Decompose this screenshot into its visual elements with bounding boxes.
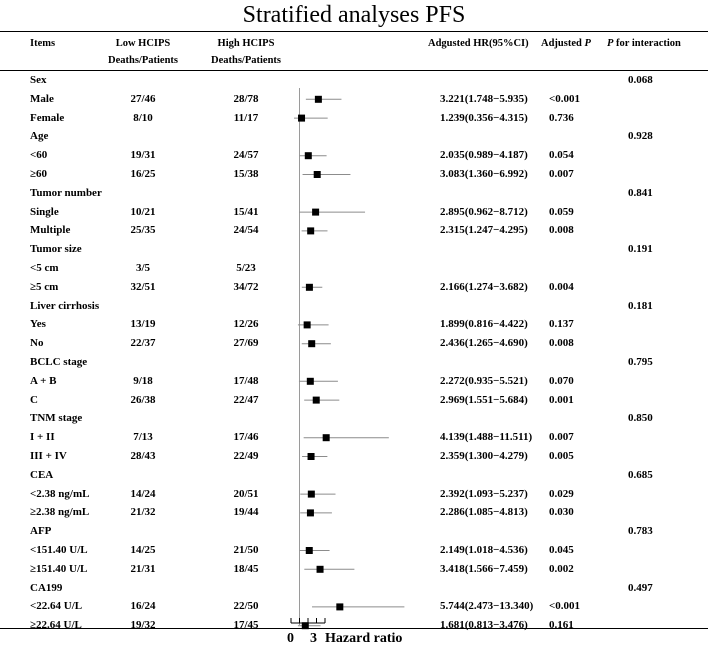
subgroup-label: III + IV: [30, 450, 67, 462]
adjusted-p-value: 0.736: [549, 111, 574, 124]
subgroup-label: <151.40 U/L: [30, 544, 88, 556]
p-interaction-value: 0.181: [628, 299, 653, 312]
group-label: TNM stage: [30, 412, 83, 425]
p-interaction-value: 0.928: [628, 130, 653, 143]
high-hcips-value: 17/46: [233, 431, 259, 444]
subgroup-label: A + B: [30, 374, 57, 387]
p-interaction-value: 0.850: [628, 412, 653, 425]
group-label: Tumor size: [30, 243, 82, 256]
high-hcips-value: 15/41: [233, 205, 259, 218]
adjusted-hr-value: 2.286(1.085−4.813): [440, 506, 528, 519]
hr-marker: [323, 434, 330, 441]
group-label: Sex: [30, 74, 47, 86]
high-hcips-value: 28/78: [233, 92, 259, 105]
header-p-interaction-italic: P: [607, 38, 614, 49]
adjusted-p-value: 0.007: [549, 168, 574, 180]
high-hcips-value: 12/26: [233, 318, 259, 331]
subgroup-label: ≥2.38 ng/mL: [30, 506, 90, 519]
hr-marker: [308, 453, 315, 460]
subgroup-label: <2.38 ng/mL: [30, 487, 90, 500]
hr-marker: [315, 96, 322, 103]
adjusted-hr-value: 1.899(0.816−4.422): [440, 318, 528, 331]
adjusted-hr-value: 1.681(0.813−3.476): [440, 619, 528, 632]
low-hcips-value: 16/25: [130, 168, 156, 180]
subgroup-label: C: [30, 393, 38, 406]
high-hcips-value: 11/17: [233, 111, 259, 124]
adjusted-hr-value: 1.239(0.356−4.315): [440, 111, 528, 124]
low-hcips-value: 16/24: [130, 600, 156, 613]
adjusted-p-value: 0.030: [549, 506, 574, 519]
hr-marker: [305, 152, 312, 159]
adjusted-hr-value: 2.895(0.962−8.712): [440, 205, 528, 218]
adjusted-p-value: 0.059: [549, 205, 574, 218]
adjusted-p-value: 0.045: [549, 544, 574, 556]
hr-marker: [306, 547, 313, 554]
header-low-deaths-patients: Deaths/Patients: [108, 55, 178, 66]
x-tick-label-3: 3: [310, 631, 317, 646]
x-tick-label-0: 0: [287, 631, 294, 646]
header-adjusted-p-prefix: Adjusted: [541, 38, 582, 49]
high-hcips-value: 24/57: [233, 149, 259, 162]
adjusted-p-value: 0.005: [549, 450, 574, 462]
adjusted-p-value: 0.008: [549, 224, 574, 237]
high-hcips-value: 34/72: [233, 280, 259, 293]
hr-marker: [317, 566, 324, 573]
subgroup-label: <60: [30, 149, 48, 162]
low-hcips-value: 21/32: [130, 506, 156, 519]
adjusted-hr-value: 2.166(1.274−3.682): [440, 280, 528, 293]
adjusted-p-value: 0.001: [549, 393, 574, 406]
header-high-deaths-patients: Deaths/Patients: [211, 55, 281, 66]
subgroup-label: <5 cm: [30, 262, 59, 274]
low-hcips-value: 10/21: [130, 205, 156, 218]
header-items: Items: [30, 38, 56, 49]
low-hcips-value: 13/19: [130, 318, 156, 331]
low-hcips-value: 7/13: [133, 431, 153, 444]
low-hcips-value: 22/37: [130, 337, 156, 350]
hr-marker: [312, 209, 319, 216]
header-p-interaction-suffix: for interaction: [616, 38, 681, 49]
adjusted-p-value: 0.004: [549, 280, 574, 293]
adjusted-p-value: 0.161: [549, 619, 574, 632]
adjusted-p-value: 0.029: [549, 487, 574, 500]
low-hcips-value: 26/38: [130, 393, 156, 406]
p-interaction-value: 0.783: [628, 525, 653, 538]
header-adjusted-p-italic: P: [584, 38, 591, 49]
high-hcips-value: 15/38: [233, 168, 259, 180]
hr-marker: [307, 509, 314, 516]
adjusted-hr-value: 2.315(1.247−4.295): [440, 224, 528, 237]
high-hcips-value: 24/54: [233, 224, 259, 237]
subgroup-label: Multiple: [30, 224, 71, 237]
low-hcips-value: 25/35: [130, 224, 156, 237]
hr-marker: [336, 603, 343, 610]
adjusted-hr-value: 2.969(1.551−5.684): [440, 393, 528, 406]
adjusted-hr-value: 4.139(1.488−11.511): [440, 431, 533, 444]
chart-title: Stratified analyses PFS: [242, 2, 466, 28]
p-interaction-value: 0.497: [628, 581, 653, 594]
subgroup-label: I + II: [30, 431, 55, 444]
p-interaction-value: 0.841: [628, 186, 653, 199]
adjusted-hr-value: 2.359(1.300−4.279): [440, 450, 528, 462]
adjusted-p-value: 0.137: [549, 318, 574, 331]
hr-marker: [304, 321, 311, 328]
low-hcips-value: 14/25: [130, 544, 156, 556]
high-hcips-value: 20/51: [233, 487, 259, 500]
hr-marker: [313, 397, 320, 404]
table-bottom-rule: [0, 628, 708, 629]
subgroup-label: ≥5 cm: [30, 280, 59, 293]
low-hcips-value: 28/43: [130, 450, 156, 462]
group-label: Age: [30, 130, 49, 143]
subgroup-label: <22.64 U/L: [30, 600, 83, 613]
hr-marker: [298, 115, 305, 122]
group-label: AFP: [30, 525, 52, 538]
high-hcips-value: 17/45: [233, 619, 259, 632]
adjusted-hr-value: 2.035(0.989−4.187): [440, 149, 528, 162]
group-label: Tumor number: [30, 186, 102, 199]
adjusted-p-value: 0.007: [549, 431, 574, 444]
adjusted-hr-value: 3.083(1.360−6.992): [440, 168, 528, 180]
high-hcips-value: 22/49: [233, 450, 259, 462]
adjusted-p-value: <0.001: [549, 92, 581, 105]
adjusted-hr-value: 2.149(1.018−4.536): [440, 544, 528, 556]
low-hcips-value: 19/31: [130, 149, 156, 162]
low-hcips-value: 19/32: [130, 619, 156, 632]
adjusted-hr-value: 2.436(1.265−4.690): [440, 337, 528, 350]
hr-marker: [306, 284, 313, 291]
high-hcips-value: 22/50: [233, 600, 259, 613]
high-hcips-value: 27/69: [233, 337, 259, 350]
low-hcips-value: 27/46: [130, 92, 156, 105]
p-interaction-value: 0.068: [628, 74, 653, 86]
high-hcips-value: 17/48: [233, 374, 259, 387]
subgroup-label: No: [30, 337, 44, 350]
high-hcips-value: 5/23: [236, 262, 256, 274]
high-hcips-value: 22/47: [233, 393, 259, 406]
low-hcips-value: 21/31: [130, 562, 156, 575]
adjusted-hr-value: 2.272(0.935−5.521): [440, 374, 528, 387]
adjusted-p-value: <0.001: [549, 600, 581, 613]
adjusted-hr-value: 2.392(1.093−5.237): [440, 487, 528, 500]
x-axis-title: Hazard ratio: [325, 631, 403, 646]
subgroup-label: Female: [30, 111, 65, 124]
hr-marker: [308, 491, 315, 498]
adjusted-p-value: 0.002: [549, 562, 574, 575]
hr-marker: [314, 171, 321, 178]
group-label: CA199: [30, 581, 63, 594]
adjusted-p-value: 0.008: [549, 337, 574, 350]
group-label: BCLC stage: [30, 356, 88, 368]
p-interaction-value: 0.795: [628, 356, 653, 368]
adjusted-p-value: 0.070: [549, 374, 574, 387]
subgroup-label: Male: [30, 92, 54, 105]
adjusted-hr-value: 3.418(1.566−7.459): [440, 562, 528, 575]
p-interaction-value: 0.191: [628, 243, 653, 256]
subgroup-label: ≥22.64 U/L: [30, 619, 82, 632]
group-label: CEA: [30, 468, 54, 481]
low-hcips-value: 9/18: [133, 374, 153, 387]
adjusted-p-value: 0.054: [549, 149, 574, 162]
group-label: Liver cirrhosis: [30, 299, 100, 312]
adjusted-hr-value: 5.744(2.473−13.340): [440, 600, 534, 613]
high-hcips-value: 21/50: [233, 544, 259, 556]
header-low-hcips: Low HCIPS: [115, 38, 171, 49]
p-interaction-value: 0.685: [628, 468, 653, 481]
hr-marker: [307, 378, 314, 385]
high-hcips-value: 19/44: [233, 506, 259, 519]
low-hcips-value: 14/24: [130, 487, 156, 500]
header-adjusted-hr: Adgusted HR(95%CI): [428, 38, 529, 49]
hr-marker: [307, 227, 314, 234]
subgroup-label: ≥60: [30, 168, 48, 180]
low-hcips-value: 32/51: [130, 280, 156, 293]
subgroup-label: ≥151.40 U/L: [30, 562, 88, 575]
high-hcips-value: 18/45: [233, 562, 259, 575]
hr-marker: [308, 340, 315, 347]
subgroup-label: Yes: [30, 318, 46, 331]
subgroup-label: Single: [30, 205, 59, 218]
low-hcips-value: 3/5: [135, 262, 151, 274]
header-high-hcips: High HCIPS: [217, 38, 275, 49]
adjusted-hr-value: 3.221(1.748−5.935): [440, 92, 528, 105]
low-hcips-value: 8/10: [133, 111, 153, 124]
